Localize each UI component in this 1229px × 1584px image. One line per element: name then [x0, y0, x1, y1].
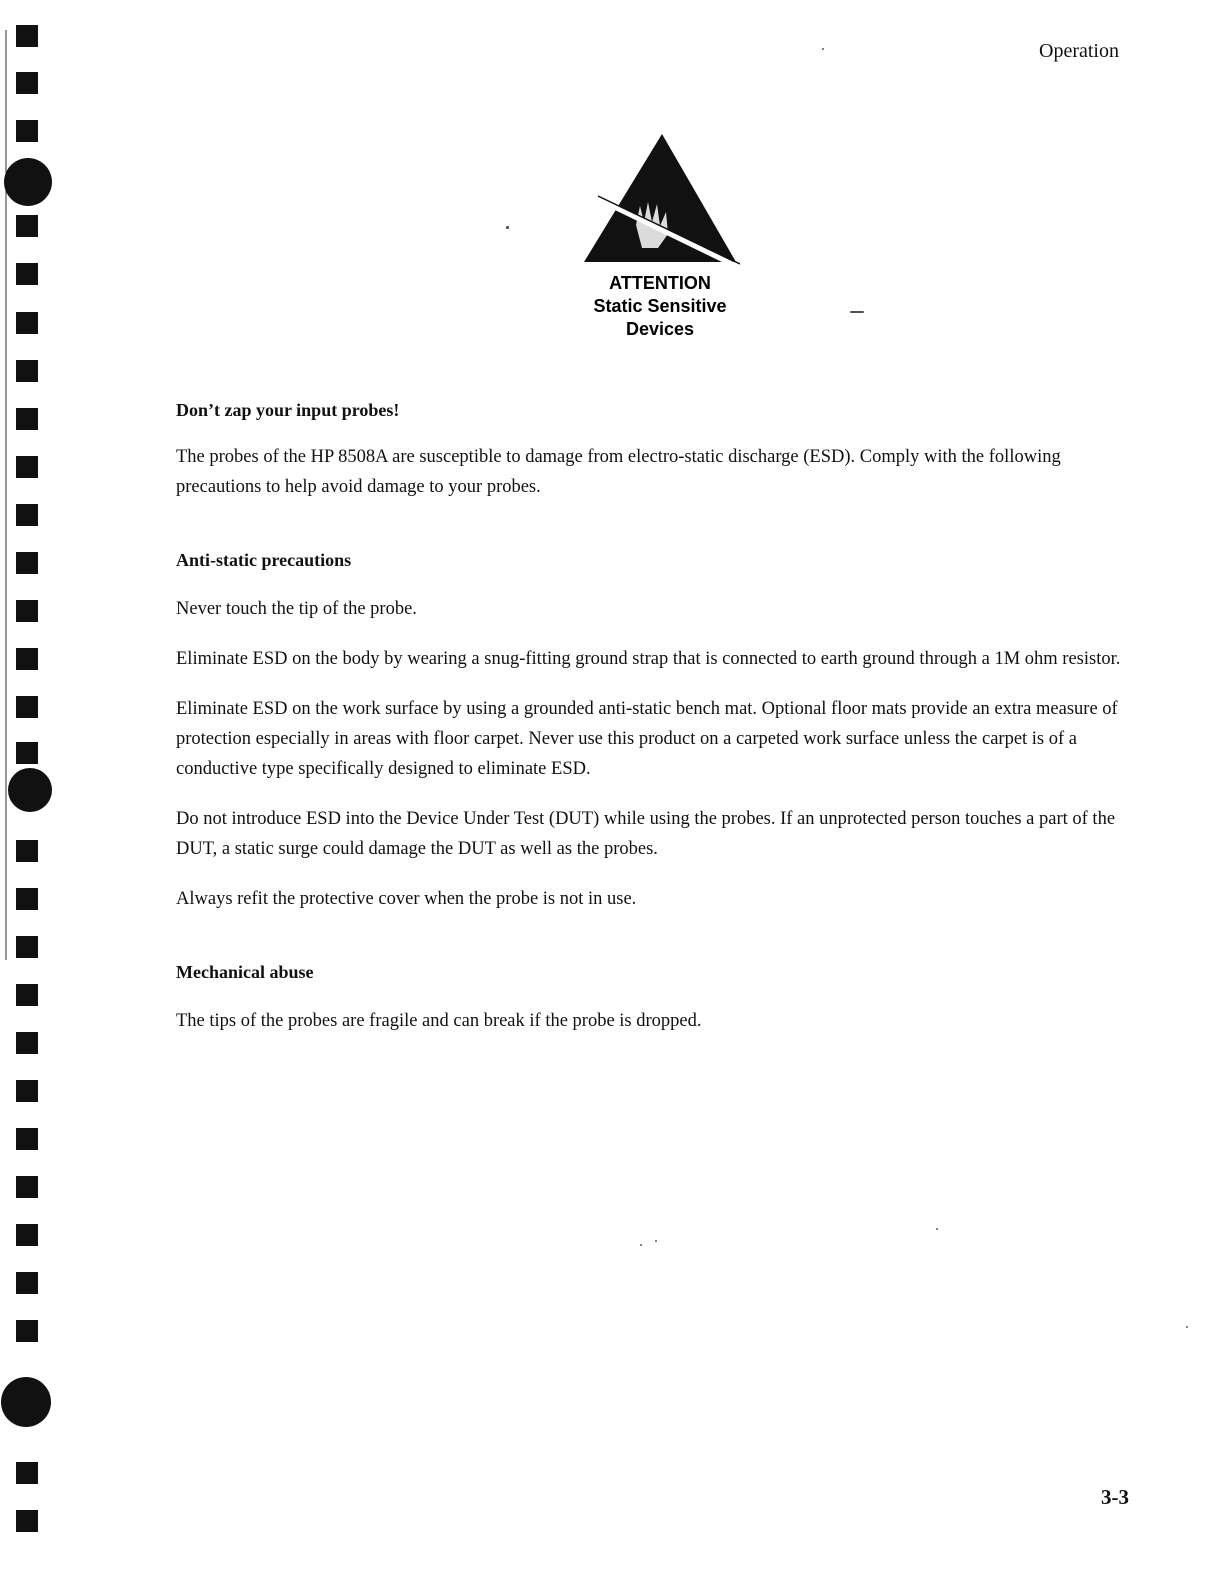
precaution-dut: Do not introduce ESD into the Device Under Test (DUT) while using the probes. If an unprotected person touches a part of the DUT, a static surge could damage the DUT as well as the probes.: [176, 809, 1116, 859]
esd-static-sensitive-label: Static Sensitive: [593, 296, 727, 316]
document-body: [176, 396, 1126, 1036]
scan-speck: [850, 311, 864, 313]
mechanical-paragraph: The tips of the probes are fragile and can break if the probe is dropped.: [176, 1011, 702, 1031]
esd-notice: [560, 130, 760, 341]
esd-attention-label: ATTENTION: [609, 273, 711, 293]
precautions-heading: Anti-static precautions: [176, 550, 352, 570]
scan-speck: [822, 48, 824, 50]
intro-heading: Don’t zap your input probes!: [176, 400, 400, 420]
scan-speck: [936, 1228, 938, 1230]
intro-paragraph: The probes of the HP 8508A are susceptible to damage from electro-static discharge (ESD). Comply with the following precautions to help avoid damage to your probes.: [176, 447, 1061, 497]
precaution-bench-mat: Eliminate ESD on the work surface by using a grounded anti-static bench mat. Optional floor mats provide an extra measure of protection especially in areas with floor carpet. Never use this product on a carpeted work surface unless the carpet is of a conductive type specifically designed to eliminate ESD.: [176, 699, 1118, 779]
scan-speck: [1186, 1326, 1188, 1328]
precaution-protective-cover: Always refit the protective cover when the probe is not in use.: [176, 889, 637, 909]
binding-holes-graphic: [0, 0, 60, 1584]
scan-speck: [655, 1240, 657, 1242]
mechanical-heading: Mechanical abuse: [176, 962, 314, 982]
section-header: Operation: [1039, 40, 1119, 62]
scan-speck: [640, 1244, 642, 1246]
page-number: 3-3: [1101, 1485, 1129, 1509]
scan-speck: [506, 226, 509, 229]
esd-warning-icon: [580, 130, 740, 268]
precaution-touch-tip: Never touch the tip of the probe.: [176, 599, 417, 619]
binding-strip: [0, 0, 60, 1584]
esd-devices-label: Devices: [625, 319, 695, 339]
precaution-ground-strap: Eliminate ESD on the body by wearing a snug-fitting ground strap that is connected to earth ground through a 1M ohm resistor.: [176, 649, 1121, 669]
